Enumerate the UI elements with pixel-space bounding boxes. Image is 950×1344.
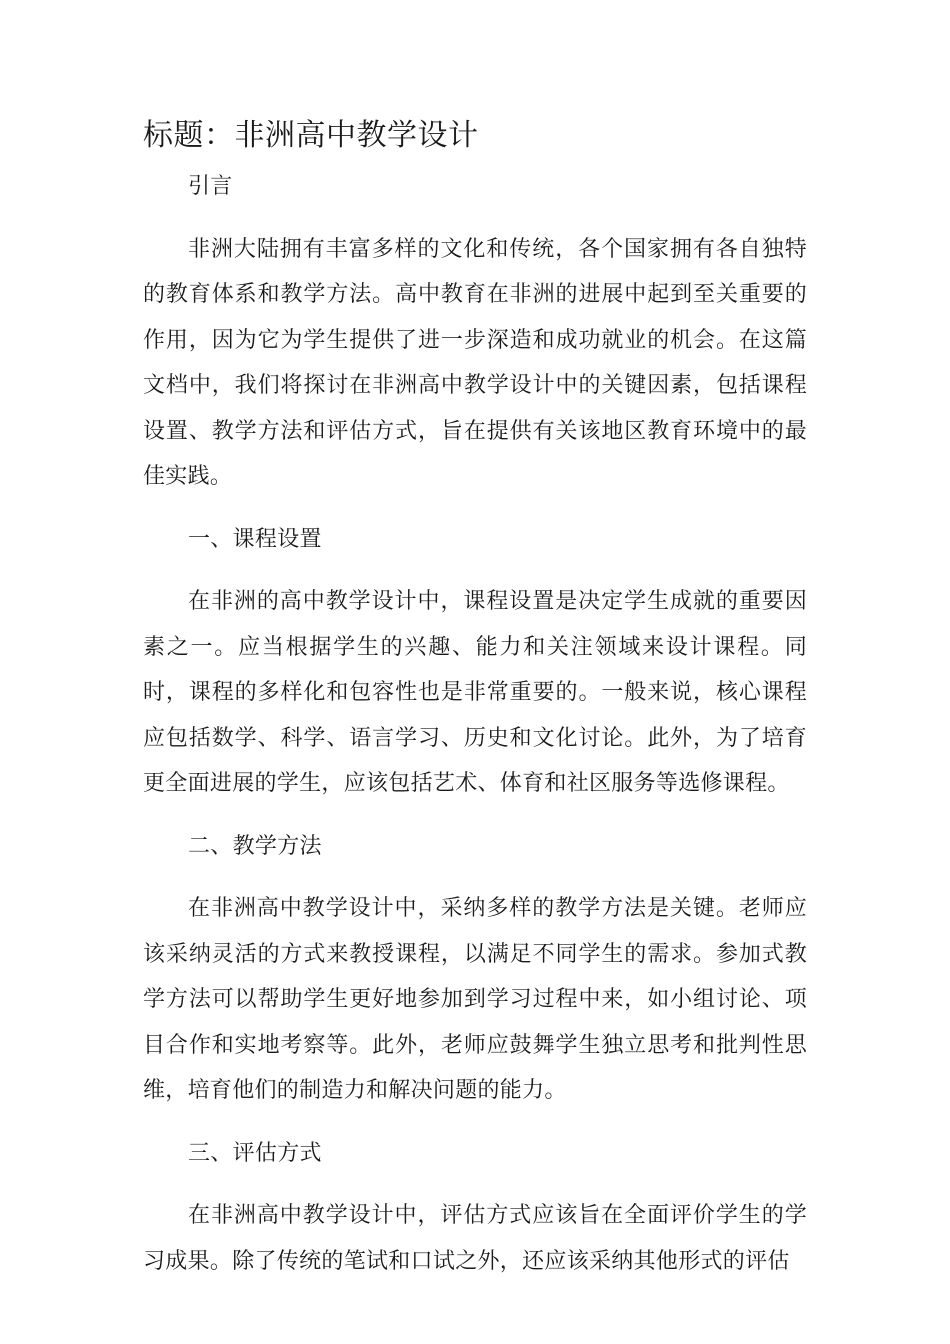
document-body (143, 164, 807, 1301)
section-paragraph-teaching-methods: 在非洲高中教学设计中，采纳多样的教学方法是关键。老师应该采纳灵活的方式来教授课程，以满足不同学生的需求。参加式教学方法可以帮助学生更好地参加到学习过程中来，如小组讨论、项目合作和实地考察等。此外，老师应鼓舞学生独立思考和批判性思维，培育他们的制造力和解决问题的能力。 (143, 896, 807, 1103)
section-paragraph-curriculum: 在非洲的高中教学设计中，课程设置是决定学生成就的重要因素之一。应当根据学生的兴趣、能力和关注领域来设计课程。同时，课程的多样化和包容性也是非常重要的。一般来说，核心课程应包括数学、科学、语言学习、历史和文化讨论。此外，为了培育更全面进展的学生，应该包括艺术、体育和社区服务等选修课程。 (143, 589, 807, 796)
document-title: 标题：非洲高中教学设计 (143, 118, 479, 153)
intro-heading: 引言 (188, 174, 233, 199)
section-paragraph-assessment: 在非洲高中教学设计中，评估方式应该旨在全面评价学生的学习成果。除了传统的笔试和口试之外，还应该采纳其他形式的评估 (143, 1203, 807, 1274)
section-heading-curriculum: 一、课程设置 (188, 526, 322, 552)
intro-paragraph: 非洲大陆拥有丰富多样的文化和传统，各个国家拥有各自独特的教育体系和教学方法。高中教育在非洲的进展中起到至关重要的作用，因为它为学生提供了进一步深造和成功就业的机会。在这篇文档中，我们将探讨在非洲高中教学设计中的关键因素，包括课程设置、教学方法和评估方式，旨在提供有关该地区教育环境中的最佳实践。 (143, 236, 807, 489)
section-heading-teaching-methods: 二、教学方法 (188, 833, 322, 859)
section-heading-assessment: 三、评估方式 (188, 1140, 322, 1166)
